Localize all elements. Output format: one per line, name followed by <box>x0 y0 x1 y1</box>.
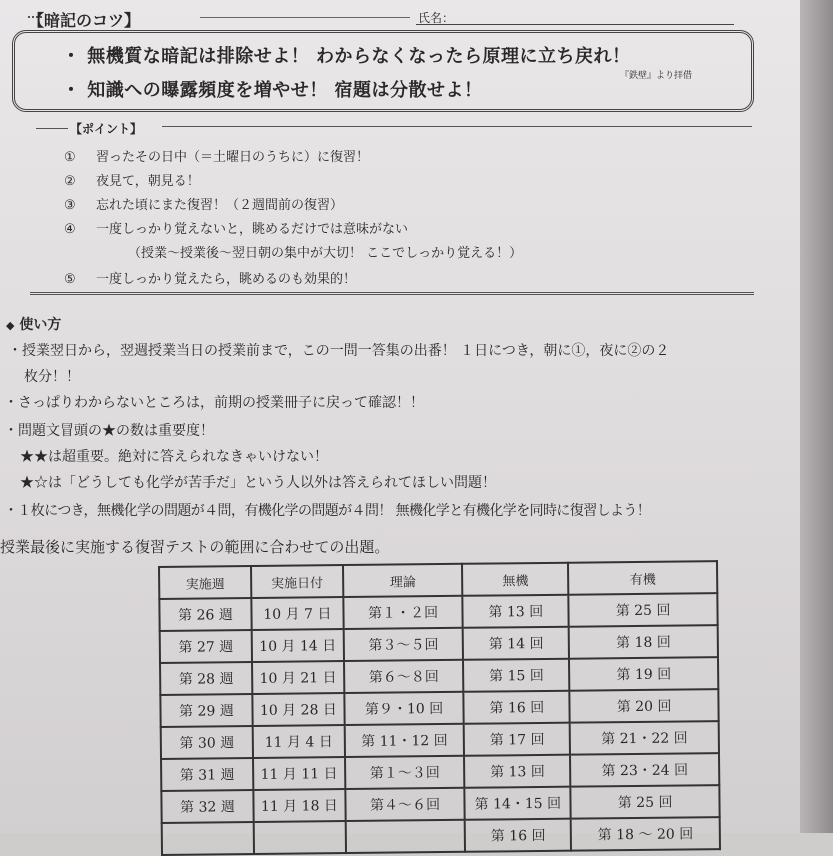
table-cell: 第 11・12 回 <box>345 724 465 757</box>
column-header: 実施週 <box>159 566 251 599</box>
table-cell: 第３〜５回 <box>344 628 464 661</box>
table-cell: 第 28 週 <box>160 662 252 695</box>
point-number: ④ <box>64 222 76 237</box>
usage-line: ・授業翌日から，翌週授業当日の授業前まで，この一問一答集の出番！ １日につき，朝に①，夜に②の２ <box>8 343 670 359</box>
table-cell: 第 18 回 <box>569 625 718 659</box>
table-cell: 第 26 週 <box>159 598 251 631</box>
table-cell: 第 15 回 <box>463 659 569 692</box>
table-cell: 第 25 回 <box>571 785 720 819</box>
table-cell: 第１〜３回 <box>345 756 465 789</box>
table-cell: 第 27 週 <box>160 630 252 663</box>
tip-line: ・ 知識への曝露頻度を増やせ！ 宿題は分散せよ！ <box>62 80 483 101</box>
diamond-icon: ◆ <box>6 319 15 332</box>
point-number: ① <box>64 150 76 165</box>
usage-line: ・さっぱりわからないところは，前期の授業冊子に戻って確認！！ <box>4 395 424 411</box>
point-number: ⑤ <box>64 272 76 287</box>
point-text: 忘れた頃にまた復習！（２週間前の復習） <box>96 198 344 213</box>
table-cell: 第 16 回 <box>465 819 571 852</box>
table-cell: 第 17 回 <box>464 723 570 756</box>
column-header: 実施日付 <box>251 565 343 598</box>
table-cell: 10 月 21 日 <box>252 661 344 694</box>
table-cell: 10 月 7 日 <box>251 597 343 630</box>
table-cell: 第 21・22 回 <box>570 721 719 755</box>
desk-background <box>800 0 833 833</box>
table-cell: 第９・10 回 <box>344 692 464 725</box>
column-header: 無機 <box>462 563 568 596</box>
usage-heading <box>6 314 61 334</box>
table-cell: 第 16 回 <box>464 691 570 724</box>
column-header: 理論 <box>343 564 463 597</box>
table-cell: 第６〜８回 <box>344 660 464 693</box>
point-text: 一度しっかり覚えないと，眺めるだけでは意味がない <box>96 222 409 237</box>
table-cell: 11 月 18 日 <box>253 789 345 822</box>
point-item <box>64 194 343 213</box>
title-rule <box>200 17 410 18</box>
table-cell: 10 月 14 日 <box>252 629 344 662</box>
table-cell: 第 30 週 <box>161 726 253 759</box>
usage-line: ★★は超重要。絶対に答えられなきゃいけない！ <box>20 449 328 465</box>
points-rule-left <box>36 128 68 129</box>
usage-heading-text: 使い方 <box>19 317 62 333</box>
name-field-line <box>416 24 734 25</box>
point-number: ③ <box>64 198 76 213</box>
table-cell: 第 13 回 <box>464 755 570 788</box>
table-cell: 11 月 11 日 <box>253 757 345 790</box>
usage-line: ★☆は「どうしても化学が苦手だ」という人以外は答えられてほしい問題！ <box>20 475 496 491</box>
point-text: 習ったその日中（＝土曜日のうちに）に復習！ <box>96 150 370 165</box>
table-cell: 10 月 28 日 <box>252 693 344 726</box>
table-cell: 第 32 週 <box>161 790 253 823</box>
point-item-note: （授業〜授業後〜翌日朝の集中が大切！ ここでしっかり覚える！） <box>128 246 523 261</box>
table-cell <box>254 821 346 854</box>
table-cell <box>162 822 254 855</box>
table-cell <box>346 820 466 853</box>
table-cell: 第 19 回 <box>569 657 718 691</box>
table-cell: 第 13 回 <box>463 595 569 628</box>
point-text: 夜見て，朝見る！ <box>96 174 200 189</box>
section-title: 【暗記のコツ】 <box>28 11 141 30</box>
table-cell: 第 14・15 回 <box>465 787 571 820</box>
table-cell: 第 23・24 回 <box>570 753 719 787</box>
table-cell: 第 31 週 <box>161 758 253 791</box>
points-rule-right <box>162 126 752 127</box>
tips-source: 『鉄壁』より拝借 <box>620 71 693 81</box>
point-text: 一度しっかり覚えたら，眺めるのも効果的！ <box>96 272 357 287</box>
table-cell: 第 25 回 <box>569 593 718 627</box>
schedule-table <box>158 560 721 856</box>
table-cell: 第１・２回 <box>343 596 463 629</box>
usage-line: ・１枚につき，無機化学の問題が４問，有機化学の問題が４問！ 無機化学と有機化学を同時に復習しよう！ <box>4 503 651 519</box>
table-row <box>162 817 720 855</box>
point-item <box>64 146 369 165</box>
table-cell: 第 29 週 <box>160 694 252 727</box>
point-item <box>64 218 408 237</box>
table-cell: 第 20 回 <box>570 689 719 723</box>
table-cell: 第 14 回 <box>463 627 569 660</box>
usage-line: 授業最後に実施する復習テストの範囲に合わせての出題。 <box>0 538 390 556</box>
point-item <box>64 268 356 287</box>
table-cell: 第４〜６回 <box>345 788 465 821</box>
usage-line: 枚分！！ <box>24 369 80 385</box>
point-item <box>64 170 200 189</box>
column-header: 有機 <box>568 561 717 595</box>
point-number: ② <box>64 174 76 189</box>
tip-line: ・ 無機質な暗記は排除せよ！ わからなくなったら原理に立ち戻れ！ <box>62 46 631 67</box>
name-label: 氏名： <box>418 11 455 25</box>
section-divider <box>30 292 754 295</box>
points-heading: 【ポイント】 <box>70 122 143 136</box>
table-cell: 11 月 4 日 <box>253 725 345 758</box>
usage-line: ・問題文冒頭の★の数は重要度！ <box>4 423 214 439</box>
table-cell: 第 18 〜 20 回 <box>571 817 720 851</box>
